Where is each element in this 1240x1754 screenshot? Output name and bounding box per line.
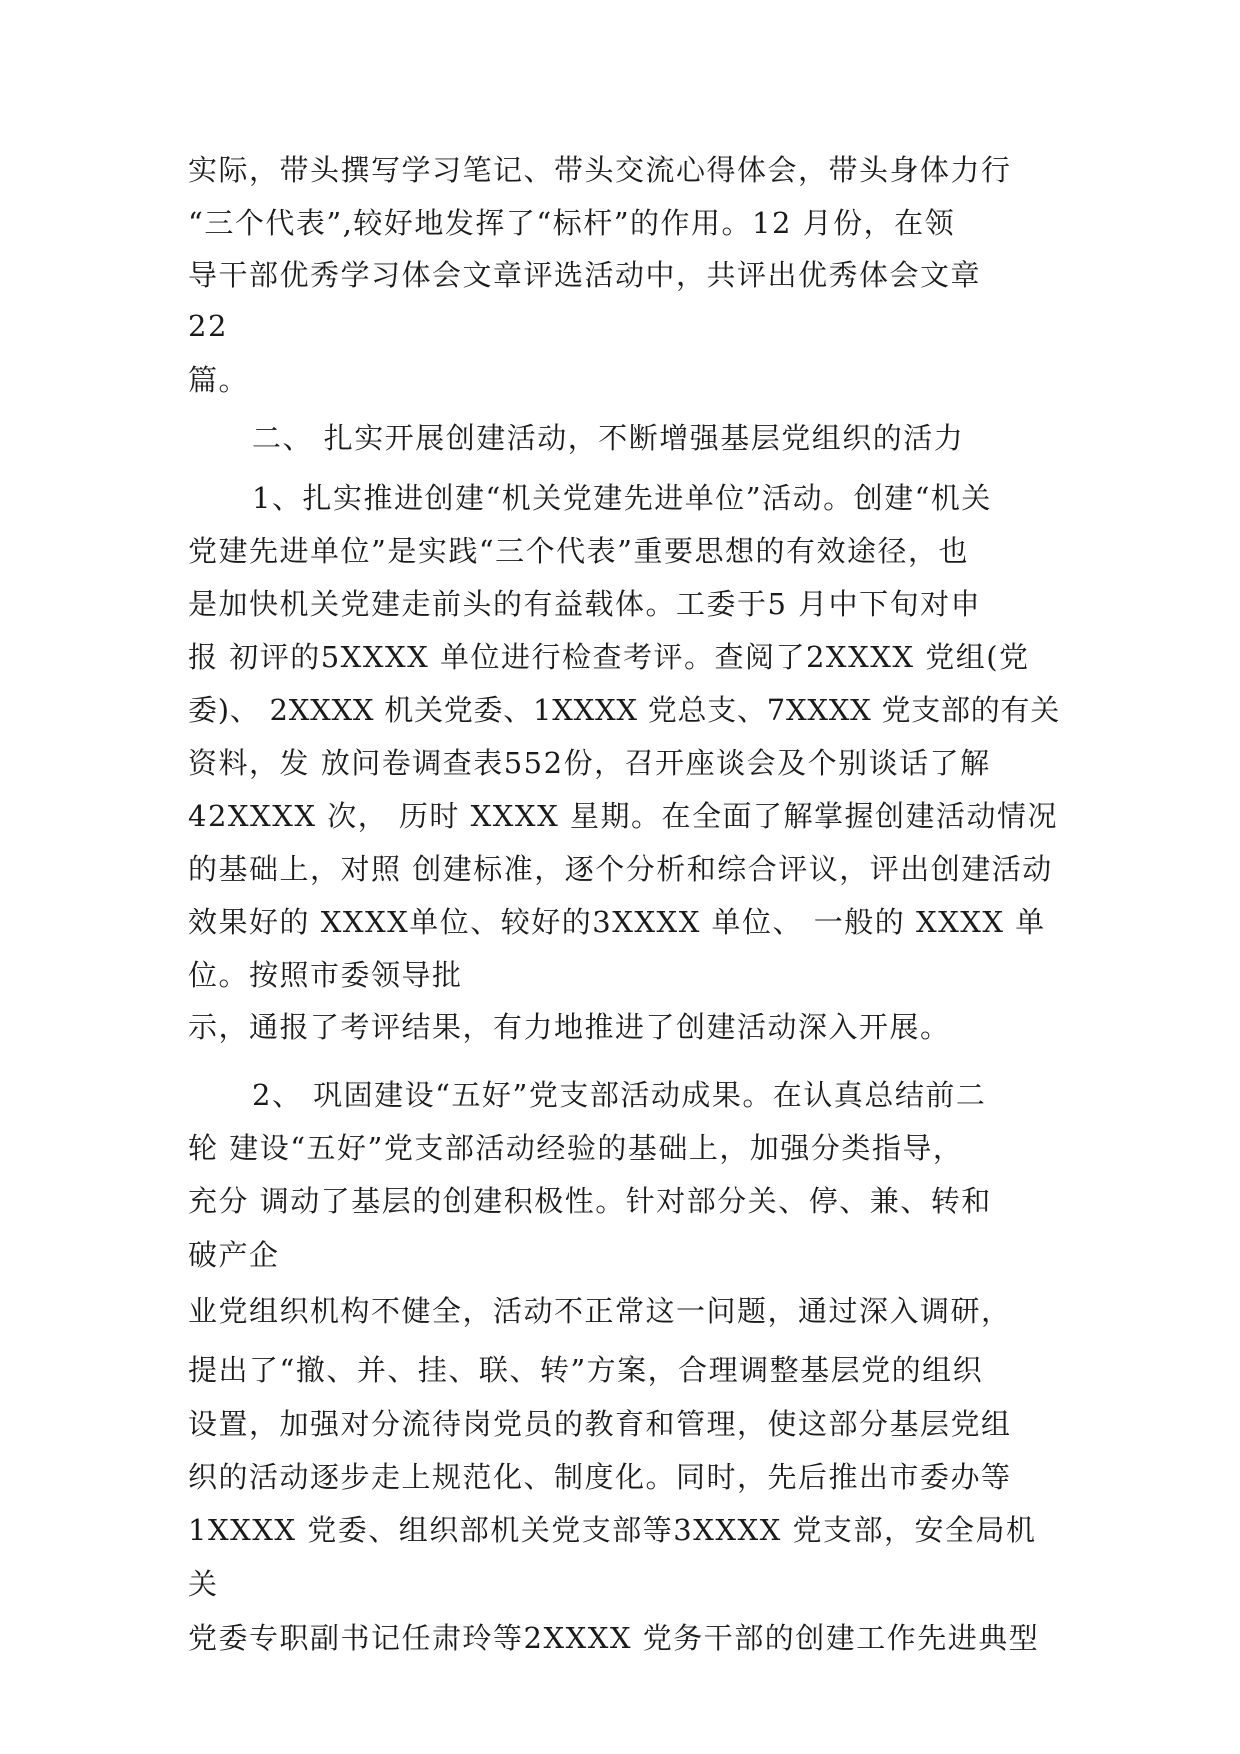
text-line: 1、扎实推进创建“机关党建先进单位”活动。创建“机关 [252, 481, 992, 515]
text-line: 的基础上，对照 创建标准，逐个分析和综合评议，评出创建活动 [188, 852, 1053, 886]
text-line: 党委专职副书记任肃玲等2XXXX 党务干部的创建工作先进典型 [188, 1621, 1040, 1655]
text-line: 导干部优秀学习体会文章评选活动中，共评出优秀体会文章 [188, 258, 982, 292]
text-line: 设置，加强对分流待岗党员的教育和管理，使这部分基层党组 [188, 1407, 1012, 1441]
text-line: 篇。 [188, 363, 250, 397]
text-line: 提出了“撤、并、挂、联、转”方案，合理调整基层党的组织 [188, 1353, 984, 1387]
text-line: 2、 巩固建设“五好”党支部活动成果。在认真总结前二 [252, 1078, 987, 1112]
text-line: 破产企 [188, 1238, 280, 1272]
text-line: 是加快机关党建走前头的有益载体。工委于5 月中下旬对申 [188, 587, 982, 621]
text-line: 42XXXX 次， 历时 XXXX 星期。在全面了解掌握创建活动情况 [188, 799, 1058, 833]
text-line: 位。按照市委领导批 [188, 958, 463, 992]
text-line: 实际，带头撰写学习笔记、带头交流心得体会，带头身体力行 [188, 153, 1012, 187]
text-line: 党建先进单位”是实践“三个代表”重要思想的有效途径，也 [188, 534, 969, 568]
text-line: 织的活动逐步走上规范化、制度化。同时，先后推出市委办等 [188, 1460, 1012, 1494]
text-line: 关 [188, 1567, 219, 1601]
text-line: 充分 调动了基层的创建积极性。针对部分关、停、兼、转和 [188, 1184, 992, 1218]
text-line: 报 初评的5XXXX 单位进行检查考评。查阅了2XXXX 党组(党 [188, 640, 1030, 674]
text-line: “三个代表”,较好地发挥了“标杆”的作用。12 月份，在领 [188, 206, 956, 240]
text-line: 效果好的 XXXX单位、较好的3XXXX 单位、 一般的 XXXX 单 [188, 905, 1046, 939]
text-line: 22 [188, 309, 228, 343]
text-line: 1XXXX 党委、组织部机关党支部等3XXXX 党支部，安全局机 [188, 1513, 1037, 1547]
section-heading: 二、 扎实开展创建活动，不断增强基层党组织的活力 [252, 421, 965, 455]
text-line: 委)、 2XXXX 机关党委、1XXXX 党总支、7XXXX 党支部的有关 [188, 693, 1061, 727]
text-line: 示，通报了考评结果，有力地推进了创建活动深入开展。 [188, 1010, 951, 1044]
text-line: 资料，发 放问卷调查表552份，召开座谈会及个别谈话了解 [188, 746, 991, 780]
text-line: 轮 建设“五好”党支部活动经验的基础上，加强分类指导， [188, 1131, 964, 1165]
text-line: 业党组织机构不健全，活动不正常这一问题，通过深入调研， [188, 1294, 1012, 1328]
